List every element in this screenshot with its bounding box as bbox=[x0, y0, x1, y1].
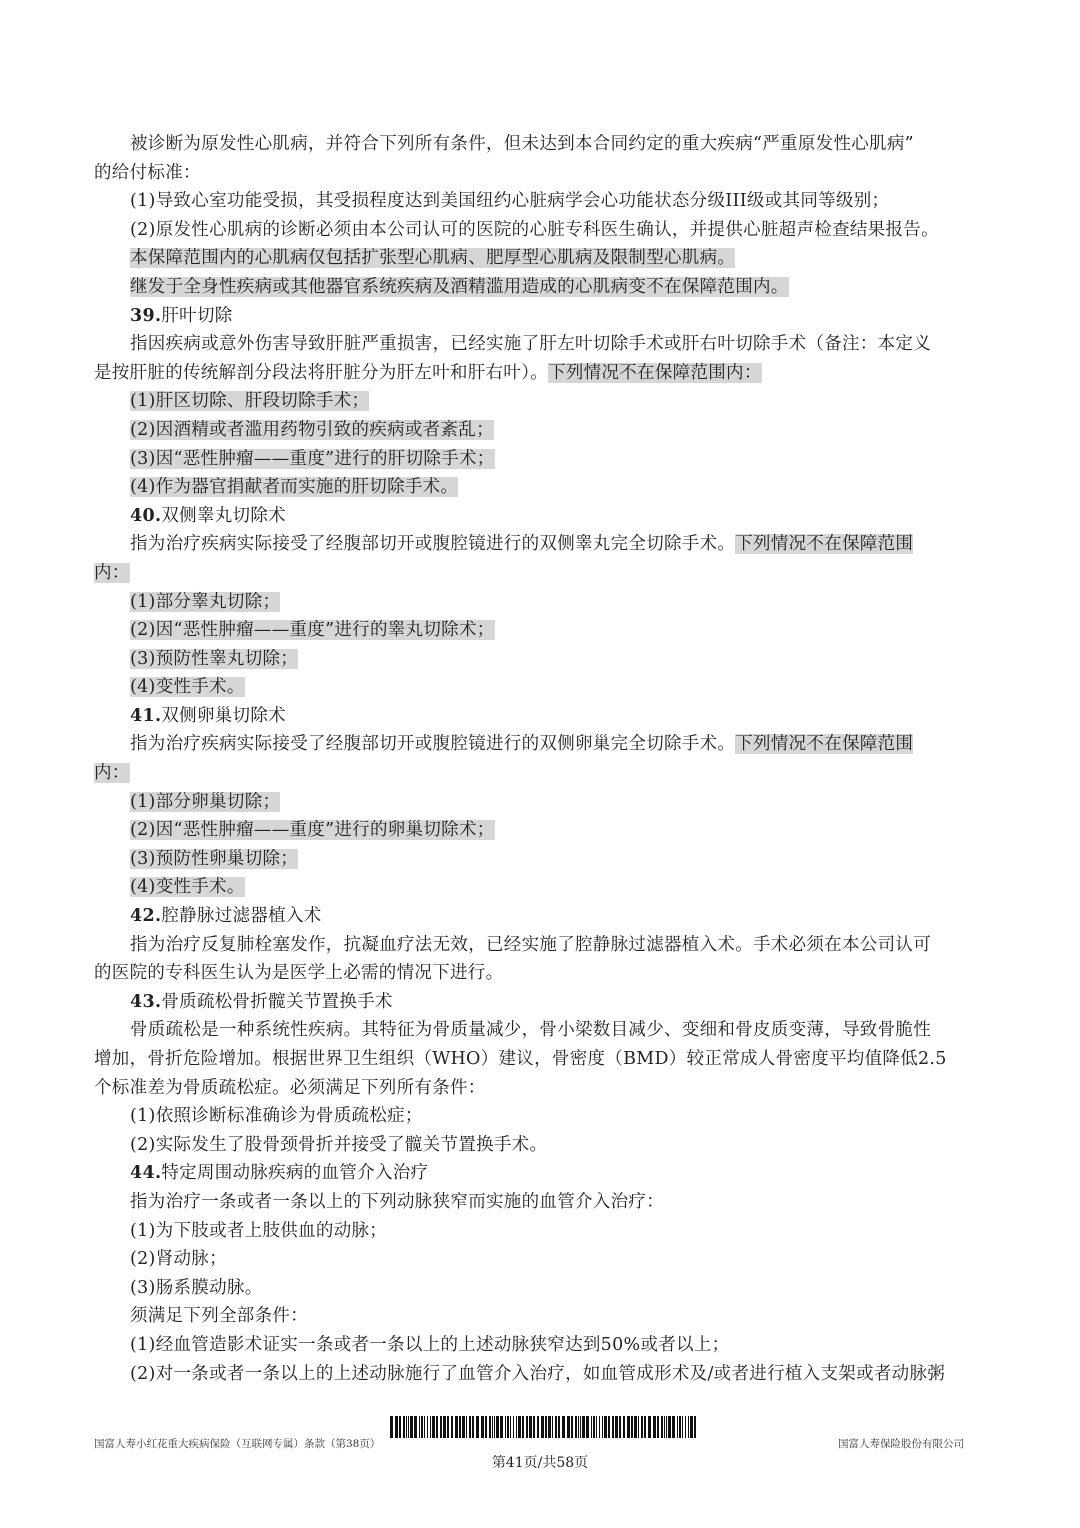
text-line bbox=[94, 1188, 987, 1217]
highlighted-text: 内： bbox=[94, 562, 130, 583]
text-segment: (2)原发性心肌病的诊断必须由本公司认可的医院的心脏专科医生确认，并提供心脏超声检查结果报告。 bbox=[130, 219, 939, 240]
text-segment: 指为治疗疾病实际接受了经腹部切开或腹腔镜进行的双侧卵巢完全切除手术。 bbox=[130, 734, 736, 755]
highlighted-text: 下列情况不在保障范围内： bbox=[548, 362, 762, 383]
barcode-bar bbox=[419, 1416, 420, 1438]
barcode-bar bbox=[406, 1416, 407, 1438]
barcode-bar bbox=[619, 1416, 621, 1438]
barcode-image bbox=[390, 1416, 696, 1438]
barcode-bar bbox=[580, 1416, 581, 1438]
barcode-bar bbox=[494, 1416, 495, 1438]
barcode-bar bbox=[507, 1416, 509, 1438]
text-line bbox=[94, 816, 987, 845]
barcode-bar bbox=[575, 1416, 577, 1438]
text-segment: 须满足下列全部条件： bbox=[130, 1306, 308, 1327]
text-line bbox=[94, 1302, 987, 1331]
text-segment: 骨质疏松骨折髋关节置换手术 bbox=[161, 991, 393, 1012]
barcode-bar bbox=[644, 1416, 646, 1438]
text-segment: 40. bbox=[130, 505, 162, 526]
text-line bbox=[94, 1045, 987, 1074]
barcode-bar bbox=[558, 1416, 560, 1438]
barcode-bar bbox=[567, 1416, 570, 1438]
barcode-bar bbox=[690, 1416, 693, 1438]
barcode-bar bbox=[599, 1416, 600, 1438]
barcode-bar bbox=[657, 1416, 659, 1438]
highlighted-text: (3)因“恶性肿瘤——重度”进行的肝切除手术； bbox=[130, 448, 495, 469]
text-line bbox=[94, 788, 987, 817]
text-line bbox=[94, 845, 987, 874]
text-segment: 个标准差为骨质疏松症。必须满足下列所有条件： bbox=[94, 1077, 486, 1098]
barcode-bar bbox=[615, 1416, 618, 1438]
text-line bbox=[94, 759, 987, 788]
barcode-bar bbox=[469, 1416, 471, 1438]
text-line bbox=[94, 244, 987, 273]
text-segment: 增加，骨折危险增加。根据世界卫生组织（WHO）建议，骨密度（BMD）较正常成人骨密度平均值降低2.5 bbox=[94, 1049, 947, 1069]
barcode-bar bbox=[608, 1416, 610, 1438]
page-number: 第41页/共58页 bbox=[491, 1455, 589, 1471]
highlighted-text: (2)因酒精或者滥用药物引致的疾病或者紊乱； bbox=[130, 419, 494, 440]
text-line bbox=[94, 645, 987, 674]
text-segment: 的医院的专科医生认为是医学上必需的情况下进行。 bbox=[94, 963, 504, 984]
text-segment: 被诊断为原发性心肌病，并符合下列所有条件，但未达到本合同约定的重大疾病“严重原发性心肌病” bbox=[130, 134, 914, 154]
text-segment: 的给付标准： bbox=[94, 162, 201, 183]
text-line bbox=[94, 130, 987, 159]
highlighted-text: 内： bbox=[94, 763, 130, 784]
highlighted-text: (1)部分卵巢切除； bbox=[130, 791, 281, 812]
barcode-bar bbox=[688, 1416, 689, 1438]
barcode-bar bbox=[548, 1416, 551, 1438]
text-line bbox=[94, 1102, 987, 1131]
barcode-bar bbox=[399, 1416, 401, 1438]
barcode-bar bbox=[436, 1416, 438, 1438]
barcode-bar bbox=[526, 1416, 528, 1438]
barcode-bar bbox=[641, 1416, 643, 1438]
barcode-bar bbox=[500, 1416, 503, 1438]
document-body bbox=[94, 130, 987, 1388]
highlighted-text: (3)预防性卵巢切除； bbox=[130, 848, 299, 869]
barcode-bar bbox=[443, 1416, 446, 1438]
barcode-bar bbox=[679, 1416, 681, 1438]
highlighted-text: (4)变性手术。 bbox=[130, 877, 245, 898]
text-segment: 腔静脉过滤器植入术 bbox=[161, 906, 322, 927]
highlighted-text: (1)肝区切除、肝段切除手术； bbox=[130, 391, 370, 412]
barcode-bar bbox=[677, 1416, 678, 1438]
text-line bbox=[94, 416, 987, 445]
barcode-bar bbox=[593, 1416, 595, 1438]
barcode-bar bbox=[447, 1416, 449, 1438]
barcode-bar bbox=[430, 1416, 431, 1438]
text-segment: (2)对一条或者一条以上的上述动脉施行了血管介入治疗，如血管成形术及/或者进行植入支架或者动脉粥 bbox=[130, 1363, 946, 1384]
text-segment: (1)依照诊断标准确诊为骨质疏松症； bbox=[130, 1106, 423, 1127]
barcode-bar bbox=[666, 1416, 667, 1438]
text-line bbox=[94, 616, 987, 645]
text-line bbox=[94, 1159, 987, 1188]
barcode-bar bbox=[533, 1416, 535, 1438]
text-segment: (3)肠系膜动脉。 bbox=[130, 1277, 263, 1298]
barcode-bar bbox=[537, 1416, 539, 1438]
barcode-bar bbox=[638, 1416, 639, 1438]
text-line bbox=[94, 473, 987, 502]
text-line bbox=[94, 387, 987, 416]
barcode-bar bbox=[648, 1416, 651, 1438]
barcode-bar bbox=[481, 1416, 484, 1438]
barcode-bar bbox=[489, 1416, 491, 1438]
text-line bbox=[94, 873, 987, 902]
text-segment: (1)导致心室功能受损，其受损程度达到美国纽约心脏病学会心功能状态分级III级或其同等级别； bbox=[130, 191, 890, 212]
text-line bbox=[94, 187, 987, 216]
text-line bbox=[94, 1274, 987, 1303]
text-segment: 44. bbox=[130, 1163, 162, 1184]
barcode-bar bbox=[421, 1416, 423, 1438]
barcode-bar bbox=[516, 1416, 517, 1438]
barcode-bar bbox=[410, 1416, 413, 1438]
barcode-bar bbox=[604, 1416, 607, 1438]
highlighted-text: 下列情况不在保障范围 bbox=[735, 534, 914, 555]
text-segment: 骨质疏松是一种系统性疾病。其特征为骨质量减少，骨小梁数目减少、变细和骨皮质变薄，导致骨脆性 bbox=[130, 1020, 931, 1041]
text-line bbox=[94, 1245, 987, 1274]
text-segment: 双侧睾丸切除术 bbox=[161, 505, 286, 526]
text-line bbox=[94, 445, 987, 474]
text-segment: 42. bbox=[130, 906, 162, 927]
highlighted-text: 下列情况不在保障范围 bbox=[735, 734, 914, 755]
barcode-bar bbox=[513, 1416, 514, 1438]
text-line bbox=[94, 330, 987, 359]
text-line bbox=[94, 273, 987, 302]
barcode-bar bbox=[459, 1416, 461, 1438]
highlighted-text: 继发于全身性疾病或其他器官系统疾病及酒精滥用造成的心肌病变不在保障范围内。 bbox=[130, 276, 789, 297]
text-segment: 指为治疗疾病实际接受了经腹部切开或腹腔镜进行的双侧睾丸完全切除手术。 bbox=[130, 534, 736, 555]
barcode-bar bbox=[552, 1416, 553, 1438]
barcode-bar bbox=[623, 1416, 625, 1438]
footer-document-title: 国富人寿小红花重大疾病保险（互联网专属）条款（第38页） bbox=[94, 1438, 381, 1450]
text-line bbox=[94, 1131, 987, 1160]
text-segment: 43. bbox=[130, 991, 162, 1012]
text-line bbox=[94, 730, 987, 759]
barcode-bar bbox=[591, 1416, 592, 1438]
barcode-bar bbox=[395, 1416, 398, 1438]
text-line bbox=[94, 216, 987, 245]
text-segment: (1)为下肢或者上肢供血的动脉； bbox=[130, 1220, 388, 1241]
text-segment: (2)肾动脉； bbox=[130, 1249, 227, 1270]
barcode-bar bbox=[672, 1416, 675, 1438]
barcode-bar bbox=[627, 1416, 630, 1438]
barcode-bar bbox=[424, 1416, 425, 1438]
barcode-bar bbox=[472, 1416, 474, 1438]
text-line bbox=[94, 902, 987, 931]
barcode-bar bbox=[510, 1416, 511, 1438]
highlighted-text: (2)因“恶性肿瘤——重度”进行的卵巢切除术； bbox=[130, 820, 495, 841]
text-line bbox=[94, 1331, 987, 1360]
barcode-bar bbox=[682, 1416, 683, 1438]
text-line bbox=[94, 588, 987, 617]
barcode-bar bbox=[455, 1416, 458, 1438]
barcode-bar bbox=[634, 1416, 637, 1438]
text-line bbox=[94, 959, 987, 988]
barcode-bar bbox=[485, 1416, 487, 1438]
barcode-bar bbox=[612, 1416, 614, 1438]
barcode-bar bbox=[408, 1416, 409, 1438]
text-segment: (2)实际发生了股骨颈骨折并接受了髋关节置换手术。 bbox=[130, 1134, 548, 1155]
barcode-bar bbox=[390, 1416, 393, 1438]
barcode-bar bbox=[451, 1416, 453, 1438]
barcode-bar bbox=[602, 1416, 603, 1438]
barcode-bar bbox=[505, 1416, 506, 1438]
barcode-bar bbox=[522, 1416, 524, 1438]
text-line bbox=[94, 1074, 987, 1103]
text-segment: 39. bbox=[130, 305, 162, 326]
barcode-bar bbox=[596, 1416, 597, 1438]
text-line bbox=[94, 302, 987, 331]
barcode-bar bbox=[496, 1416, 499, 1438]
text-line bbox=[94, 673, 987, 702]
text-line bbox=[94, 1217, 987, 1246]
barcode-bar bbox=[685, 1416, 686, 1438]
text-line bbox=[94, 988, 987, 1017]
barcode-bar bbox=[466, 1416, 467, 1438]
barcode-bar bbox=[571, 1416, 573, 1438]
barcode-bar bbox=[476, 1416, 479, 1438]
barcode-bar bbox=[578, 1416, 579, 1438]
barcode-bar bbox=[529, 1416, 532, 1438]
barcode-bar bbox=[492, 1416, 493, 1438]
highlighted-text: (2)因“恶性肿瘤——重度”进行的睾丸切除术； bbox=[130, 620, 495, 641]
barcode-bar bbox=[440, 1416, 442, 1438]
barcode-bar bbox=[518, 1416, 521, 1438]
barcode-bar bbox=[432, 1416, 435, 1438]
barcode-bar bbox=[631, 1416, 633, 1438]
footer-company-name: 国富人寿保险股份有限公司 bbox=[838, 1438, 964, 1450]
text-line bbox=[94, 530, 987, 559]
text-segment: 双侧卵巢切除术 bbox=[161, 705, 286, 726]
barcode-bar bbox=[586, 1416, 589, 1438]
barcode-bar bbox=[694, 1416, 696, 1438]
text-segment: 指为治疗反复肺栓塞发作，抗凝血疗法无效，已经实施了腔静脉过滤器植入术。手术必须在本公司认可 bbox=[130, 934, 931, 955]
text-line bbox=[94, 702, 987, 731]
barcode-bar bbox=[661, 1416, 663, 1438]
text-line bbox=[94, 931, 987, 960]
highlighted-text: (1)部分睾丸切除； bbox=[130, 591, 281, 612]
text-line bbox=[94, 359, 987, 388]
text-line bbox=[94, 1360, 987, 1389]
barcode-bar bbox=[545, 1416, 547, 1438]
barcode-bar bbox=[462, 1416, 465, 1438]
text-segment: 41. bbox=[130, 705, 162, 726]
barcode-bar bbox=[562, 1416, 565, 1438]
text-line bbox=[94, 502, 987, 531]
barcode-bar bbox=[414, 1416, 417, 1438]
text-segment: 特定周围动脉疾病的血管介入治疗 bbox=[161, 1163, 429, 1184]
text-line bbox=[94, 159, 987, 188]
barcode-bar bbox=[664, 1416, 665, 1438]
barcode-bar bbox=[582, 1416, 585, 1438]
text-line bbox=[94, 559, 987, 588]
text-segment: 肝叶切除 bbox=[161, 305, 233, 326]
text-segment: (1)经血管造影术证实一条或者一条以上的上述动脉狭窄达到50%或者以上； bbox=[130, 1334, 730, 1355]
text-line bbox=[94, 1016, 987, 1045]
highlighted-text: (3)预防性睾丸切除； bbox=[130, 648, 299, 669]
barcode-bar bbox=[653, 1416, 656, 1438]
highlighted-text: (4)变性手术。 bbox=[130, 677, 245, 698]
barcode-bar bbox=[541, 1416, 544, 1438]
barcode-bar bbox=[403, 1416, 405, 1438]
text-segment: 指因疾病或意外伤害导致肝脏严重损害，已经实施了肝左叶切除手术或肝右叶切除手术（备注：本定义 bbox=[130, 334, 931, 355]
barcode-bar bbox=[427, 1416, 428, 1438]
highlighted-text: 本保障范围内的心肌病仅包括扩张型心肌病、肥厚型心肌病及限制型心肌病。 bbox=[130, 248, 736, 269]
text-segment: 是按肝脏的传统解剖分段法将肝脏分为肝左叶和肝右叶）。 bbox=[94, 362, 549, 383]
text-segment: 指为治疗一条或者一条以上的下列动脉狭窄而实施的血管介入治疗： bbox=[130, 1191, 664, 1212]
barcode-bar bbox=[555, 1416, 557, 1438]
barcode-bar bbox=[668, 1416, 671, 1438]
highlighted-text: (4)作为器官捐献者而实施的肝切除手术。 bbox=[130, 477, 459, 498]
